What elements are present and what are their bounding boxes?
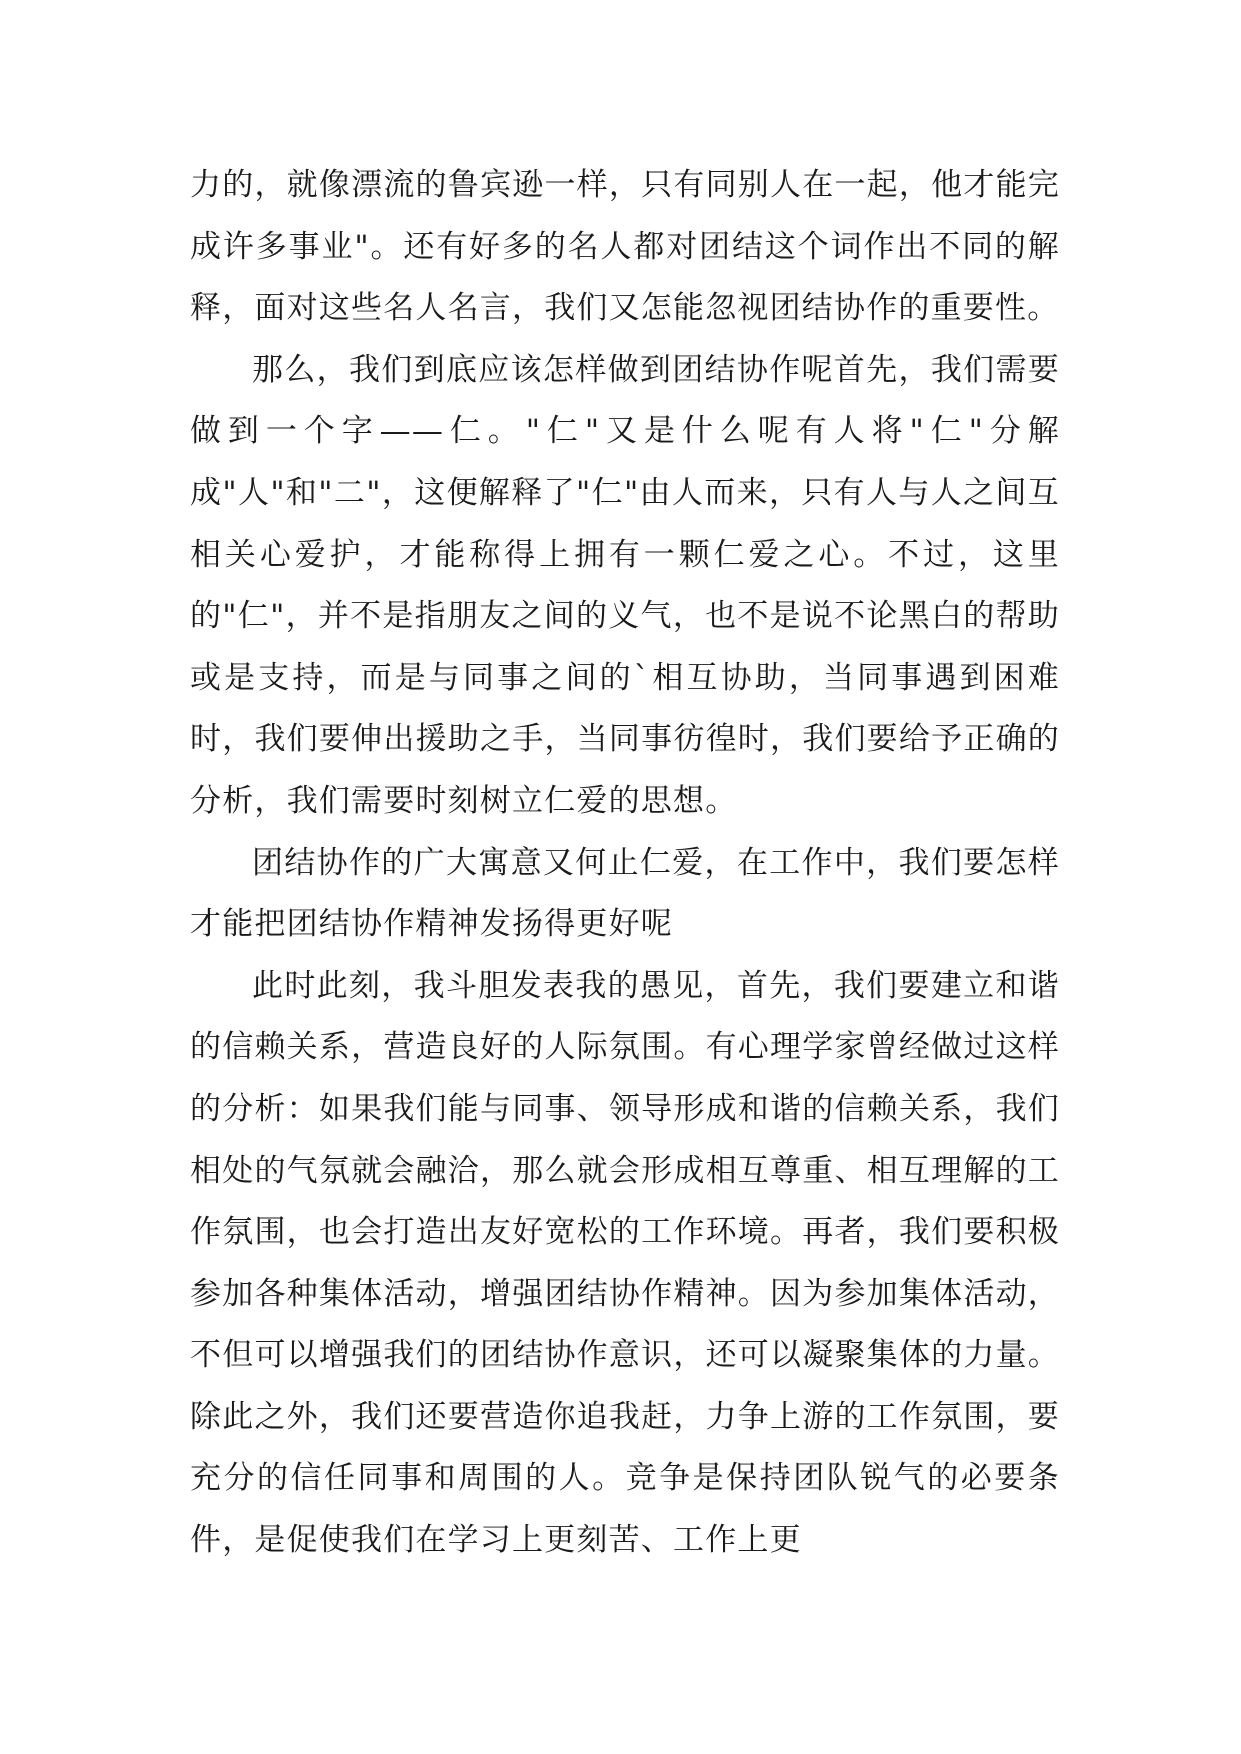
paragraph-2: 那么，我们到底应该怎样做到团结协作呢首先，我们需要做到一个字——仁。"仁"又是什么呢有人将"仁"分解成"人"和"二"，这便解释了"仁"由人而来，只有人与人之间互相关心爱护，才能称得上拥有一颗仁爱之心。不过，这里的"仁"，并不是指朋友之间的义气，也不是说不论黑白的帮助或是支持，而是与同事之间的`相互协助，当同事遇到困难时，我们要伸出援助之手，当同事彷徨时，我们要给予正确的分析，我们需要时刻树立仁爱的思想。 <box>190 351 1060 819</box>
paragraph-1: 力的，就像漂流的鲁宾逊一样，只有同别人在一起，他才能完成许多事业"。还有好多的名人都对团结这个词作出不同的解释，面对这些名人名言，我们又怎能忽视团结协作的重要性。 <box>190 167 1060 327</box>
document-body <box>190 155 1060 1572</box>
paragraph-4: 此时此刻，我斗胆发表我的愚见，首先，我们要建立和谐的信赖关系，营造良好的人际氛围。有心理学家曾经做过这样的分析：如果我们能与同事、领导形成和谐的信赖关系，我们相处的气氛就会融洽，那么就会形成相互尊重、相互理解的工作氛围，也会打造出友好宽松的工作环境。再者，我们要积极参加各种集体活动，增强团结协作精神。因为参加集体活动，不但可以增强我们的团结协作意识，还可以凝聚集体的力量。除此之外，我们还要营造你追我赶，力争上游的工作氛围，要充分的信任同事和周围的人。竞争是保持团队锐气的必要条件，是促使我们在学习上更刻苦、工作上更 <box>190 967 1060 1559</box>
paragraph-3: 团结协作的广大寓意又何止仁爱，在工作中，我们要怎样才能把团结协作精神发扬得更好呢 <box>190 844 1060 943</box>
